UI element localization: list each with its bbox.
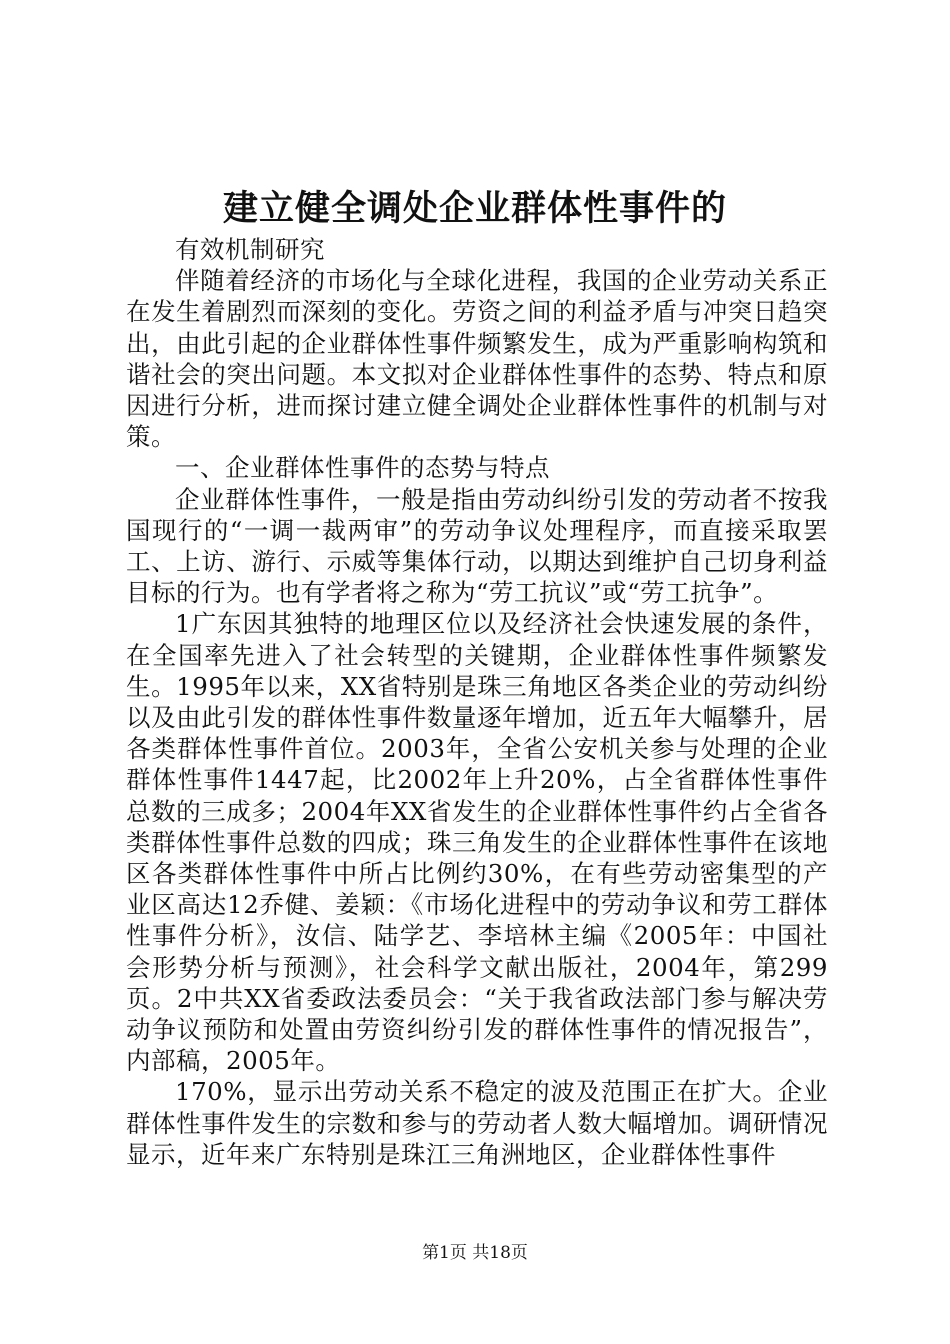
- paragraph-guangdong-stats: 1广东因其独特的地理区位以及经济社会快速发展的条件，在全国率先进入了社会转型的关键期，企业群体性事件频繁发生。1995年以来，XX省特别是珠三角地区各类企业的劳动纠纷以及由此引发的群体性事件数量逐年增加，近五年大幅攀升，居各类群体性事件首位。2003年，全省公安机关参与处理的企业群体性事件1447起，比2002年上升20%，占全省群体性事件总数的三成多；2004年XX省发生的企业群体性事件约占全省各类群体性事件总数的四成；珠三角发生的企业群体性事件在该地区各类群体性事件中所占比例约30%，在有些劳动密集型的产业区高达12乔健、姜颖：《市场化进程中的劳动争议和劳工群体性事件分析》，汝信、陆学艺、李培林主编《2005年：中国社会形势分析与预测》，社会科学文献出版社，2004年，第299页。2中共XX省委政法委员会：“关于我省政法部门参与解决劳动争议预防和处置由劳资纠纷引发的群体性事件的情况报告”，内部稿，2005年。: [126, 609, 828, 1076]
- paragraph-subtitle: 有效机制研究: [175, 235, 325, 264]
- document-title: 建立健全调处企业群体性事件的: [222, 188, 727, 229]
- page-footer: 第1页 共18页: [422, 1243, 528, 1263]
- paragraph-trend: 170%，显示出劳动关系不稳定的波及范围正在扩大。企业群体性事件发生的宗数和参与的劳动者人数大幅增加。调研情况显示，近年来广东特别是珠江三角洲地区，企业群体性事件: [126, 1077, 828, 1169]
- document-body: [126, 234, 828, 1170]
- paragraph-intro: 伴随着经济的市场化与全球化进程，我国的企业劳动关系正在发生着剧烈而深刻的变化。劳资之间的利益矛盾与冲突日趋突出，由此引起的企业群体性事件频繁发生，成为严重影响构筑和谐社会的突出问题。本文拟对企业群体性事件的态势、特点和原因进行分析，进而探讨建立健全调处企业群体性事件的机制与对策。: [126, 266, 828, 452]
- section-heading-1: 一、企业群体性事件的态势与特点: [175, 453, 550, 483]
- paragraph-definition: 企业群体性事件，一般是指由劳动纠纷引发的劳动者不按我国现行的“一调一裁两审”的劳动争议处理程序，而直接采取罢工、上访、游行、示威等集体行动，以期达到维护自己切身利益目标的行为。也有学者将之称为“劳工抗议”或“劳工抗争”。: [126, 484, 828, 608]
